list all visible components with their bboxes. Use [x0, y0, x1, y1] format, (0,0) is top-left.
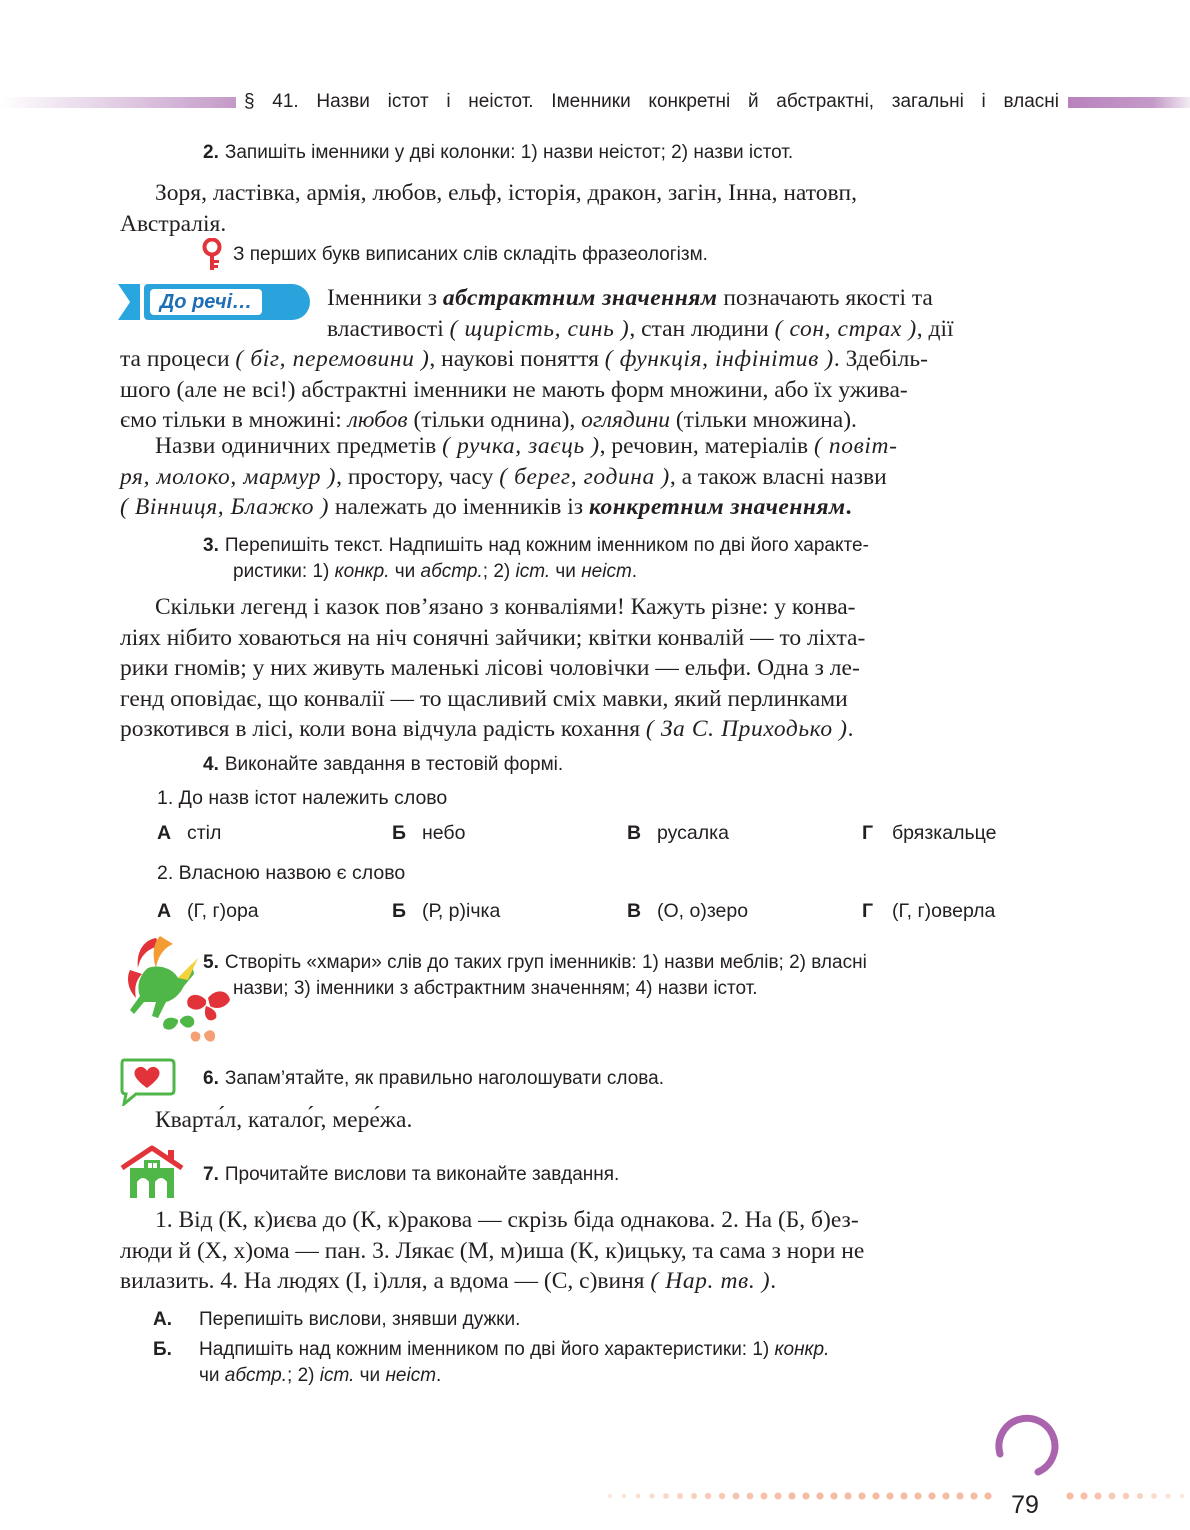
task-5-instruction: 5. Створіть «хмари» слів до таких груп іменників: 1) назви меблів; 2) власні назви; 3) іменники з абстрактним значенням; 4) назви істот. [203, 952, 867, 999]
option[interactable]: В (О, о)зеро [627, 900, 749, 922]
note-badge-label: До речі… [150, 289, 262, 315]
page-number: 79 [1011, 1491, 1039, 1519]
task-6-instruction: 6. Запам’ятайте, як правильно наголошувати слова. [203, 1068, 664, 1089]
task-7-subtask-b: Б. Надпишіть над кожним іменником по дві його характеристики: 1) конкр. чи абстр.; 2) іст. чи неіст. [153, 1339, 830, 1386]
page-number-ring [990, 1408, 1062, 1480]
house-icon [118, 1144, 186, 1200]
task-6-words: Кварта́л, катало́г, мере́жа. [155, 1107, 413, 1133]
option[interactable]: Г брязкальце [862, 822, 997, 844]
option[interactable]: Г (Г, г)оверла [862, 900, 996, 922]
task-7-instruction: 7. Прочитайте вислови та виконайте завдання. [203, 1164, 620, 1185]
header-bar-left [0, 97, 236, 108]
task-2-instruction [203, 140, 1063, 166]
key-icon [200, 238, 224, 272]
task-3-text: Скільки легенд і казок пов’язано з конваліями! Кажуть різне: у конва- ліях нібито ховаються на ніч сонячні зайчики; квітки конвалій — то ліхта- рики гномів; у них живуть маленькі лісові чоловічки — ельфи. Одна з ле- генд оповідає, що конвалії — то щасливий сміх мавки, який перлинками розкотився в лісі, коли вона відчула радість кохання ( За С. Приходько ). [120, 594, 866, 742]
note-paragraph-1-top: Іменники з абстрактним значенням позначають якості та властивості ( щирість, синь ), стан людини ( сон, страх ), дії [327, 285, 954, 342]
option[interactable]: Б небо [392, 822, 466, 844]
option[interactable]: Б (Р, р)ічка [392, 900, 501, 922]
page-header-title: § 41. Назви істот і неістот. Іменники конкретні й абстрактні, загальні і власні [244, 91, 1059, 112]
heart-speech-icon [118, 1056, 176, 1106]
task-4-instruction: 4. Виконайте завдання в тестовій формі. [203, 754, 564, 775]
note-badge [118, 284, 310, 320]
key-hint-text: З перших букв виписаних слів складіть фразеологізм. [233, 244, 708, 265]
option[interactable]: А (Г, г)ора [157, 900, 259, 922]
task-2-words [120, 178, 1050, 239]
task-number: 2. [203, 142, 219, 163]
option[interactable]: А стіл [157, 822, 222, 844]
footer-dots [600, 1488, 1190, 1498]
test-question-1: 1. До назв істот належить слово [157, 787, 448, 809]
header-bar-right [1068, 97, 1190, 108]
task-7-sayings: 1. Від (К, к)иєва до (К, к)ракова — скрізь біда однакова. 2. На (Б, б)ез- люди й (Х, х)ома — пан. 3. Лякає (М, м)иша (К, к)ицьку, та сама з нори не вилазить. 4. На людях (І, і)лля, а вдома — (С, с)виня ( Нар. тв. ). [120, 1207, 865, 1294]
note-paragraph-2: Назви одиничних предметів ( ручка, заєць ), речовин, матеріалів ( повіт- ря, молоко, мармур ), простору, часу ( берег, година ), а також власні назви ( Вінниця, Блажко ) належать до іменників із конкретним значенням. [120, 433, 898, 520]
words-line: Зоря, ластівка, армія, любов, ельф, історія, дракон, загін, Інна, натовп, [155, 180, 857, 206]
task-text: Запишіть іменники у дві колонки: 1) назви неістот; 2) назви істот. [224, 142, 794, 163]
note-paragraph-1-bottom: та процеси ( біг, перемовини ), наукові поняття ( функція, інфінітив ). Здебіль- шого (але не всі!) абстрактні іменники не мають форм множини, або їх ужива- ємо тільки в множині: любов (тільки однина), оглядини (тільки множина). [120, 346, 928, 433]
test-question-2: 2. Власною назвою є слово [157, 862, 406, 884]
task-7-subtask-a: А. Перепишіть вислови, знявши дужки. [153, 1309, 521, 1330]
task-3-instruction: 3. Перепишіть текст. Надпишіть над кожним іменником по дві його характе- ристики: 1) конкр. чи абстр.; 2) іст. чи неіст. [203, 535, 869, 582]
option[interactable]: В русалка [627, 822, 729, 844]
words-line: Австралія. [120, 210, 227, 237]
